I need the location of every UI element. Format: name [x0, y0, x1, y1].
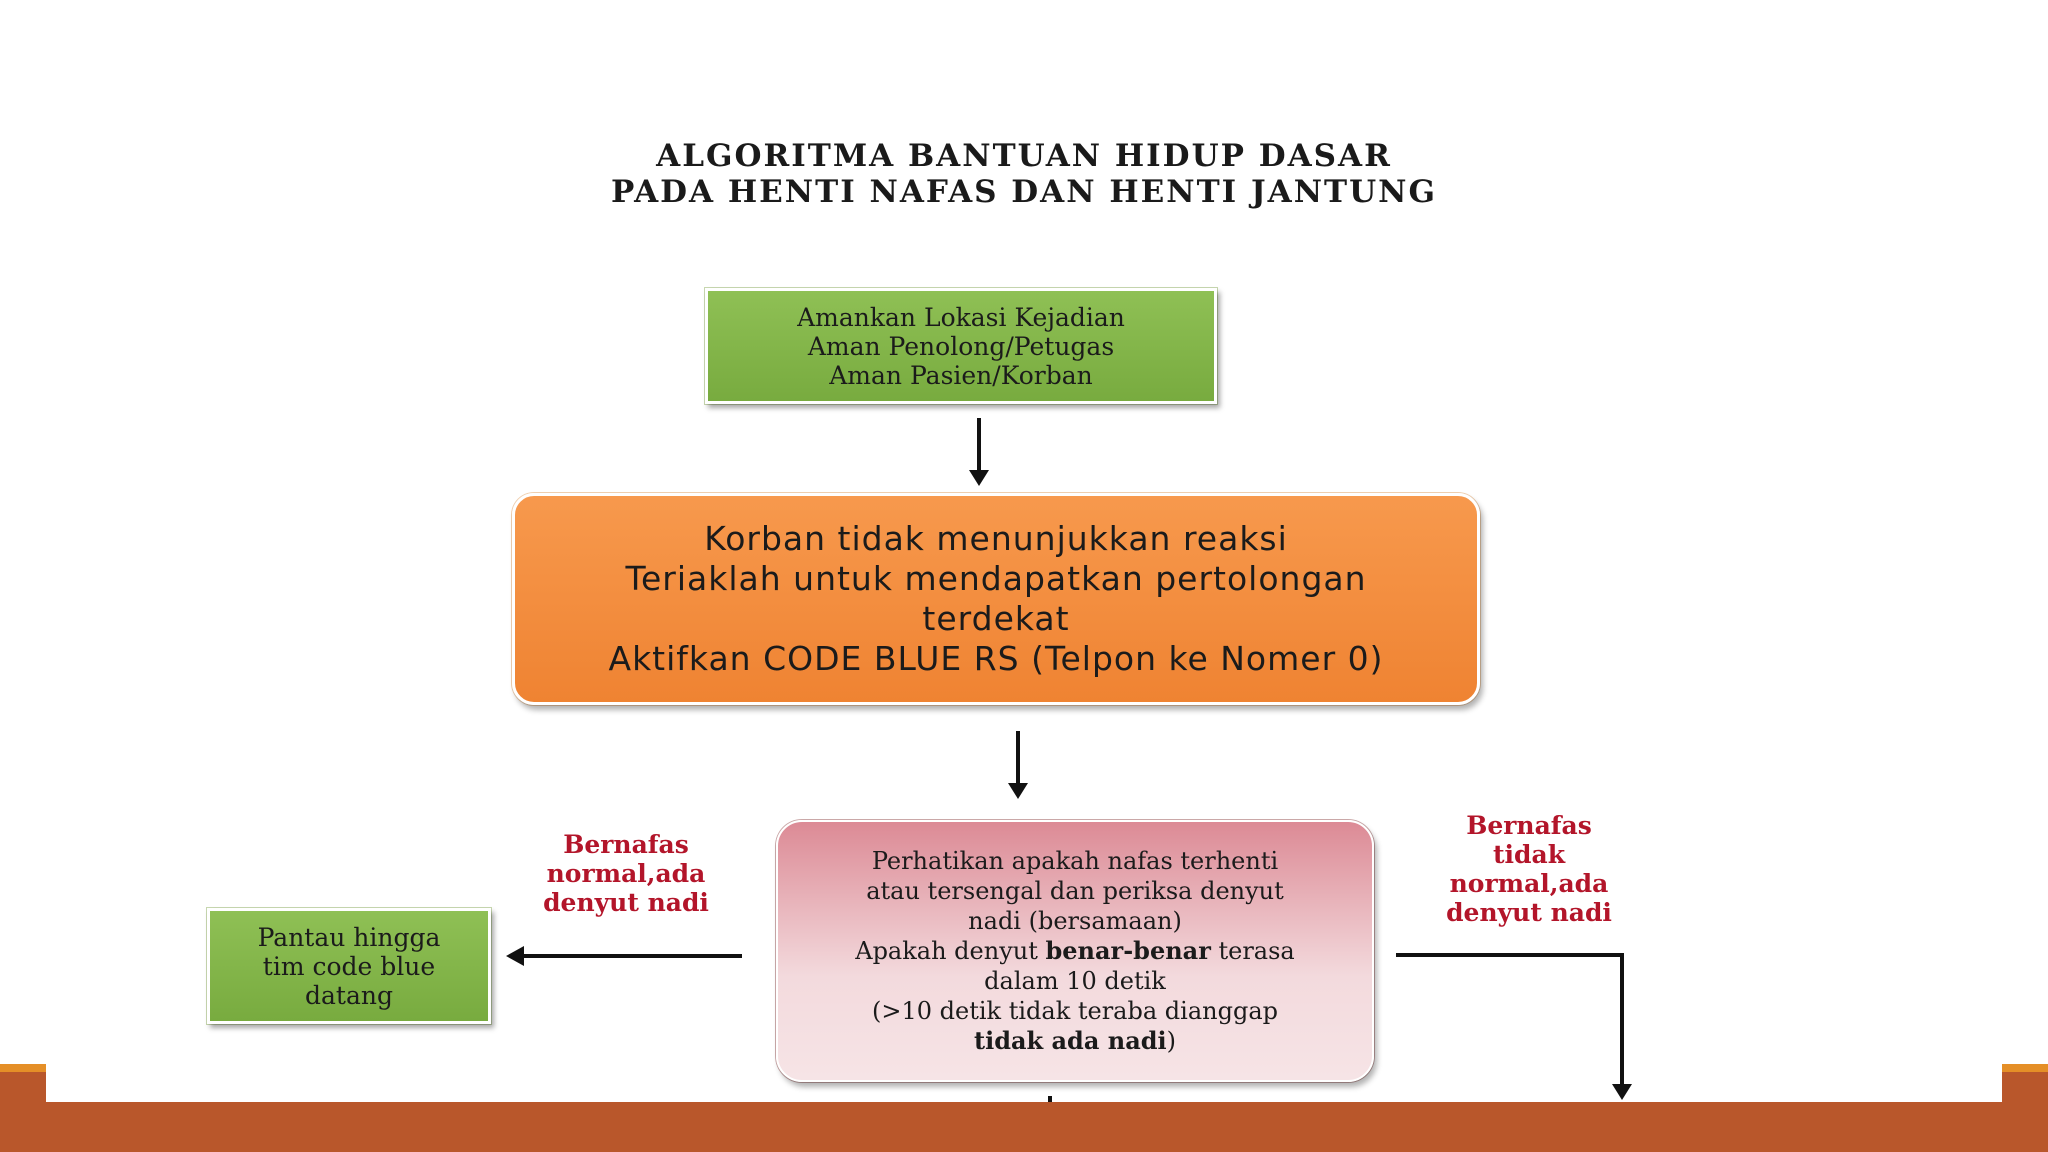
right-label-line-2: tidak	[1492, 840, 1566, 869]
step2-line-2: Teriaklah untuk mendapatkan pertolongan	[625, 559, 1367, 598]
step2-line-4: Aktifkan CODE BLUE RS (Telpon ke Nomer 0)	[608, 639, 1384, 678]
step3-line-7-post: )	[1166, 1027, 1177, 1055]
arrowhead-right	[1612, 1084, 1632, 1100]
left-label-line-2: normal,ada	[546, 859, 706, 888]
left-box-line-3: datang	[305, 980, 393, 1010]
left-box-line-1: Pantau hingga	[257, 922, 441, 952]
arrow-to-right-branch	[1396, 955, 1622, 1086]
right-label-line-4: denyut nadi	[1446, 898, 1612, 927]
left-label-line-3: denyut nadi	[543, 888, 709, 917]
step3-line-2: atau tersengal dan periksa denyut	[866, 877, 1284, 905]
step3-line-3: nadi (bersamaan)	[968, 907, 1182, 935]
arrowhead-left	[506, 946, 524, 966]
step3-line-4-post: terasa	[1210, 937, 1295, 965]
footer-left-accent	[0, 1064, 46, 1106]
right-label-line-1: Bernafas	[1466, 811, 1592, 840]
footer-right-accent	[2002, 1064, 2048, 1106]
step3-line-5: dalam 10 detik	[984, 967, 1166, 995]
step1-line-1: Amankan Lokasi Kejadian	[797, 302, 1125, 332]
step2-line-3: terdekat	[922, 599, 1070, 638]
step1-line-3: Aman Pasien/Korban	[829, 360, 1093, 390]
step1-line-2: Aman Penolong/Petugas	[807, 331, 1115, 361]
step3-line-4-pre: Apakah denyut	[855, 937, 1046, 965]
right-label-line-3: normal,ada	[1449, 869, 1609, 898]
footer-bar	[0, 1102, 2048, 1152]
step3-line-6: (>10 detik tidak teraba dianggap	[872, 997, 1278, 1025]
left-label-line-1: Bernafas	[563, 830, 689, 859]
left-box-line-2: tim code blue	[262, 951, 436, 981]
step3-line-1: Perhatikan apakah nafas terhenti	[871, 847, 1279, 875]
arrowhead-step1	[969, 470, 989, 486]
arrowhead-step2	[1008, 783, 1028, 799]
step3-line-4-bold: benar-benar	[1045, 936, 1211, 965]
step2-line-1: Korban tidak menunjukkan reaksi	[704, 519, 1288, 558]
step3-line-7-bold: tidak ada nadi	[973, 1026, 1167, 1055]
title-line-1: ALGORITMA BANTUAN HIDUP DASAR	[656, 138, 1392, 174]
title-line-2: PADA HENTI NAFAS DAN HENTI JANTUNG	[611, 174, 1437, 210]
